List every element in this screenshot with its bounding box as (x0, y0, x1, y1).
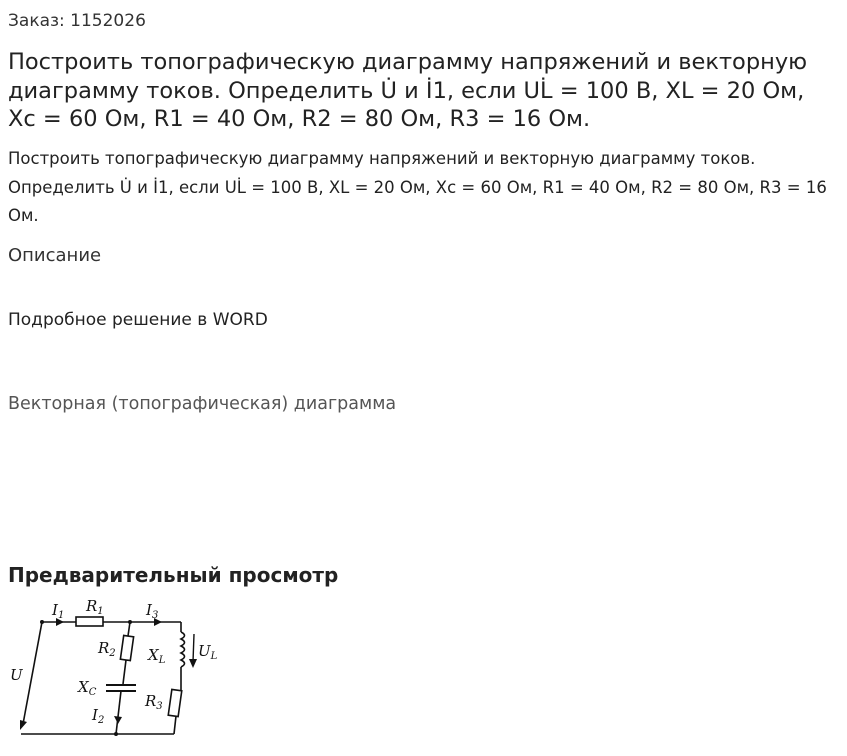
label-xl: $X_L$ (148, 646, 166, 666)
preview-heading: Предварительный просмотр (8, 563, 339, 587)
node-top-left (40, 620, 44, 624)
task-title: Построить топографическую диаграмму напряжений и векторную диаграмму токов. Определить U̇ и İ1, если UL̇ = 100 В, XL = 20 Ом, Xc = 60 Ом, R1 = 40 Ом, R2 = 80 Ом, R3 = 16 Ом. (8, 49, 808, 132)
wire-right-bottom (174, 716, 176, 734)
wire-mid-mid (123, 660, 126, 684)
label-i3: $I_3$ (146, 601, 159, 621)
voltage-u-line (23, 622, 42, 724)
wire-mid-top (128, 622, 130, 636)
task-description: Построить топографическую диаграмму напряжений и векторную диаграмму токов. Определить U̇ и İ1, если UL̇ = 100 В, XL = 20 Ом, Xc = 60 Ом, R1 = 40 Ом, R2 = 80 Ом, R3 = 16 Ом. (8, 149, 827, 225)
node-top-mid (128, 620, 132, 624)
label-r2: $R_2$ (98, 639, 116, 659)
node-bottom-mid (114, 732, 118, 736)
order-number: Заказ: 1152026 (8, 11, 146, 31)
solution-note: Подробное решение в WORD (8, 310, 268, 330)
circuit-diagram (6, 596, 226, 746)
voltage-u-arrowhead (20, 720, 27, 730)
inductor-xl (181, 632, 185, 667)
description-section-label: Описание (8, 245, 102, 266)
label-r1: $R_1$ (86, 597, 104, 617)
resistor-r3 (168, 689, 182, 716)
label-r3: $R_3$ (145, 692, 163, 712)
label-xc: $X_C$ (78, 678, 97, 698)
current-i2-arrow (114, 716, 122, 724)
voltage-ul-line (193, 634, 194, 662)
diagram-note: Векторная (топографическая) диаграмма (8, 394, 397, 414)
voltage-ul-arrowhead (189, 659, 197, 668)
resistor-r1 (76, 617, 103, 626)
wire-mid-bottom (116, 691, 121, 734)
resistor-r2 (120, 635, 133, 660)
label-u: U (10, 666, 23, 684)
label-i2: $I_2$ (92, 706, 105, 726)
label-ul: $U_L$ (198, 642, 218, 662)
label-i1: $I_1$ (52, 601, 65, 621)
